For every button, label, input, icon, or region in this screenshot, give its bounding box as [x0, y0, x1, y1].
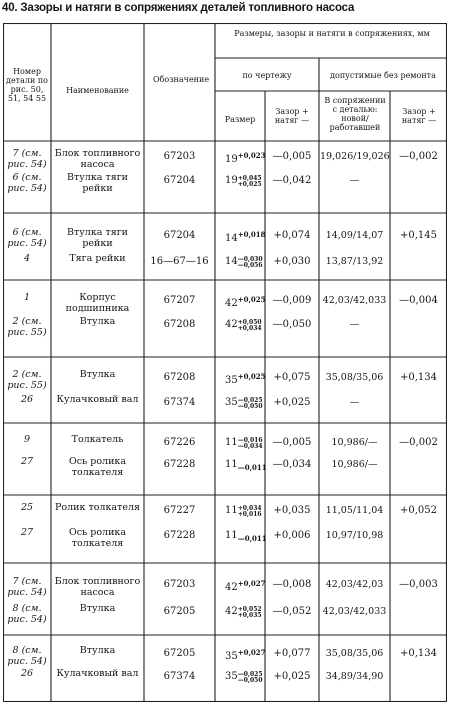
row-number: 2 (см. рис. 55) [7, 369, 47, 391]
row-number: 1 [23, 292, 31, 303]
row-number: 9 [23, 434, 31, 445]
row-code: 67203 [163, 151, 196, 162]
row-size: $11_{—0,011}$ [225, 459, 267, 472]
row-code: 67204 [163, 175, 196, 186]
row-code: 67227 [163, 505, 196, 516]
row-code: 67228 [163, 459, 196, 470]
row-allowed: 42,03/42,033 [322, 295, 387, 306]
row-number: 6 (см. рис. 54) [7, 227, 47, 249]
row-size: 42 +0,052 +0,035 [225, 606, 262, 619]
table-title: 40. Зазоры и натяги в сопряжениях деталей топливного насоса [2, 2, 355, 14]
row-name: Ось ролика толкателя [68, 527, 127, 549]
row-allowed: 35,08/35,06 [325, 648, 384, 659]
row-size: $35^{+0,027}$ [225, 648, 266, 662]
row-gap-allowed: +0,052 [399, 505, 437, 516]
row-gap: +0,030 [273, 256, 311, 267]
row-code: 67203 [163, 579, 196, 590]
row-allowed: — [349, 175, 360, 186]
row-size: $35^{+0,025}$ [225, 372, 266, 386]
row-gap: —0,008 [272, 579, 312, 590]
row-name: Ось ролика толкателя [68, 456, 127, 478]
row-code: 67207 [163, 295, 196, 306]
row-size: $11_{—0,011}$ [225, 530, 267, 543]
row-code: 67204 [163, 230, 196, 241]
row-gap: +0,035 [273, 505, 311, 516]
row-gap: —0,005 [272, 151, 312, 162]
row-code: 67205 [163, 648, 196, 659]
row-gap-allowed: +0,145 [399, 230, 437, 241]
row-name: Кулачковый вал [56, 668, 139, 679]
row-size: $19^{+0,023}$ [225, 151, 266, 165]
row-code: 67208 [163, 319, 196, 330]
row-gap-allowed: —0,002 [399, 151, 438, 162]
row-allowed: 35,08/35,06 [325, 372, 384, 383]
header-code: Обозначение [153, 75, 210, 84]
row-code: 67374 [163, 397, 196, 408]
row-code: 67374 [163, 671, 196, 682]
row-gap: +0,077 [273, 648, 311, 659]
row-code: 16—67—16 [150, 256, 209, 267]
row-allowed: 42,03/42,033 [322, 606, 387, 617]
header-name: Наименование [66, 86, 129, 95]
row-number: 7 (см. рис. 54) [7, 148, 47, 170]
row-code: 67228 [163, 530, 196, 541]
row-allowed: 19,026/19,026 [320, 151, 390, 162]
row-size: 14 —0,030 —0,056 [225, 256, 263, 269]
row-allowed: — [349, 397, 360, 408]
header-allowed: допустимые без ремонта [330, 71, 436, 80]
row-allowed: 14,09/14,07 [325, 230, 384, 241]
row-code: 67208 [163, 372, 196, 383]
row-gap: —0,034 [272, 459, 312, 470]
row-number: 2 (см. рис. 55) [7, 316, 47, 338]
row-gap: —0,042 [272, 175, 312, 186]
row-gap-allowed: +0,134 [399, 372, 437, 383]
row-name: Толкатель [71, 434, 124, 445]
row-name: Блок топливного насоса [54, 148, 141, 170]
row-name: Ролик толкателя [55, 502, 140, 513]
row-gap: +0,075 [273, 372, 311, 383]
row-gap: +0,074 [273, 230, 311, 241]
row-name: Корпус подшипника [65, 292, 130, 314]
row-allowed: 10,986/— [331, 459, 378, 470]
row-size: 35 —0,025 —0,050 [225, 671, 263, 684]
row-name: Втулка [79, 369, 116, 380]
header-size: Размер [224, 115, 256, 124]
row-size: 19 +0,045 +0,025 [225, 175, 262, 188]
row-size: $14^{+0,018}$ [225, 230, 266, 244]
row-name: Втулка [79, 645, 116, 656]
header-gap-allowed: Зазор + натяг — [401, 107, 437, 125]
row-number: 27 [20, 527, 34, 538]
row-number: 8 (см. рис. 54) [7, 645, 47, 667]
row-number: 7 (см. рис. 54) [7, 576, 47, 598]
row-number: 4 [23, 253, 31, 264]
row-name: Втулка тяги рейки [66, 227, 129, 249]
row-allowed: 42,03/42,03 [325, 579, 384, 590]
row-gap-allowed: —0,002 [399, 437, 438, 448]
row-gap: —0,052 [272, 606, 312, 617]
row-number: 27 [20, 456, 34, 467]
row-gap-allowed: +0,134 [399, 648, 437, 659]
row-gap: +0,025 [273, 397, 311, 408]
row-name: Блок топливного насоса [54, 576, 141, 598]
row-gap-allowed: —0,003 [399, 579, 438, 590]
row-number: 8 (см. рис. 54) [7, 603, 47, 625]
row-number: 26 [20, 668, 34, 679]
header-number: Номер детали по рис. 50, 51, 54 55 [6, 67, 48, 103]
row-gap: —0,050 [272, 319, 312, 330]
row-number: 6 (см. рис. 54) [7, 172, 47, 194]
row-name: Втулка [79, 316, 116, 327]
row-gap: +0,025 [273, 671, 311, 682]
row-gap-allowed: —0,004 [399, 295, 438, 306]
row-name: Тяга рейки [69, 253, 126, 264]
row-number: 26 [20, 394, 34, 405]
header-by-drawing: по чертежу [242, 71, 292, 80]
row-gap: —0,005 [272, 437, 312, 448]
header-in-mate: В сопряжении с деталью: новой/работавшей [324, 96, 386, 132]
table [3, 23, 447, 702]
row-name: Кулачковый вал [56, 394, 139, 405]
row-size: 42 +0,050 +0,034 [225, 319, 262, 332]
row-size: 11 —0,016 —0,034 [225, 437, 263, 450]
row-allowed: 11,05/11,04 [325, 505, 384, 516]
row-allowed: 10,986/— [331, 437, 378, 448]
row-name: Втулка [79, 603, 116, 614]
row-allowed: 34,89/34,90 [325, 671, 384, 682]
row-allowed: — [349, 319, 360, 330]
row-size: 35 —0,025 —0,050 [225, 397, 263, 410]
header-gap: Зазор + натяг — [274, 107, 310, 125]
row-size: 11 +0,034 +0,016 [225, 505, 262, 518]
row-code: 67226 [163, 437, 196, 448]
row-allowed: 10,97/10,98 [325, 530, 384, 541]
row-size: $42^{+0,025}$ [225, 295, 266, 309]
row-gap: +0,006 [273, 530, 311, 541]
row-number: 25 [20, 502, 34, 513]
row-gap: —0,009 [272, 295, 312, 306]
row-name: Втулка тяги рейки [66, 172, 129, 194]
row-allowed: 13,87/13,92 [325, 256, 384, 267]
row-size: $42^{+0,027}$ [225, 579, 266, 593]
row-code: 67205 [163, 606, 196, 617]
header-group: Размеры, зазоры и натяги в сопряжениях, мм [234, 29, 430, 38]
